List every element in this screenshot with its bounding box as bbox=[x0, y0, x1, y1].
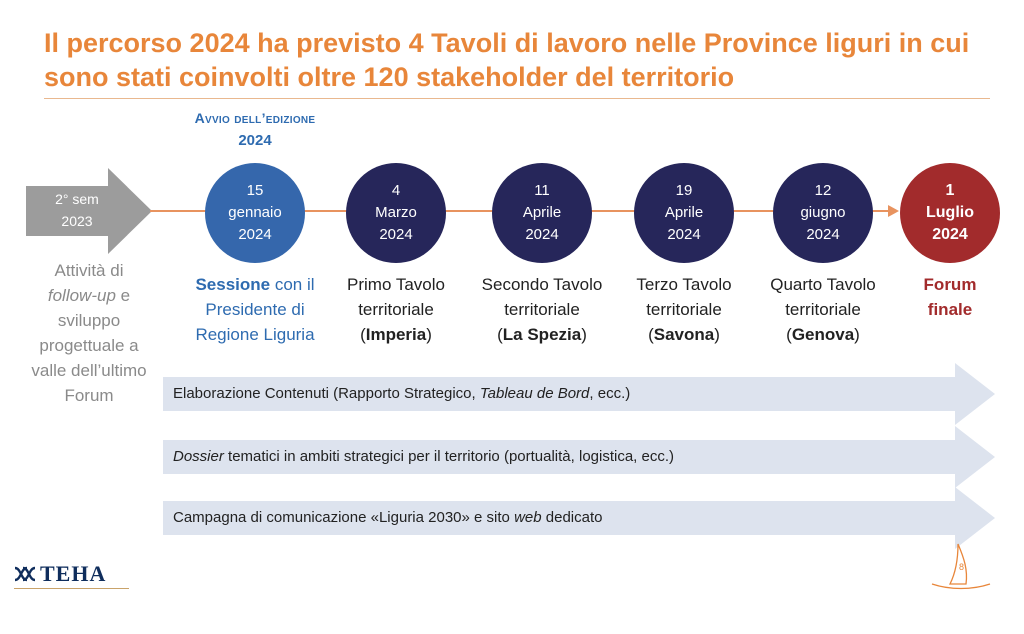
event-label-text: Secondo Tavolo bbox=[481, 275, 603, 294]
teha-logo-text: TEHA bbox=[40, 561, 107, 586]
event-date-circle bbox=[205, 163, 305, 263]
event-label-text: Regione Liguria bbox=[195, 325, 315, 344]
event-label: Quarto Tavolo territoriale (Genova) bbox=[748, 272, 898, 347]
event-month: giugno bbox=[800, 204, 846, 221]
page-title-line-1: Il percorso 2024 ha previsto 4 Tavoli di lavoro nelle Province liguri in cui bbox=[44, 28, 970, 58]
timeline-event-session bbox=[180, 163, 330, 347]
band-text-part: Campagna di comunicazione «Liguria 2030» e sito bbox=[173, 509, 515, 526]
previous-desc-line: sviluppo bbox=[57, 311, 121, 330]
event-day: 4 bbox=[391, 182, 401, 199]
previous-desc-italic: follow-up bbox=[47, 286, 116, 305]
workstream-band-campaign bbox=[163, 487, 995, 549]
event-label: Terzo Tavolo territoriale (Savona) bbox=[609, 272, 759, 347]
event-place: Savona bbox=[653, 325, 715, 344]
event-label bbox=[875, 272, 1024, 322]
band-text-part: tematici in ambiti strategici per il territorio (portualità, logistica, ecc.) bbox=[223, 448, 675, 465]
workstream-band-dossier bbox=[163, 426, 995, 488]
page-number: 8 bbox=[959, 562, 965, 572]
previous-semester-line-1: 2° sem bbox=[55, 191, 99, 207]
band-text bbox=[173, 487, 602, 549]
event-month: Aprile bbox=[664, 204, 704, 221]
workstream-band-contents bbox=[163, 363, 995, 425]
event-month: Marzo bbox=[375, 204, 417, 221]
event-year: 2024 bbox=[238, 226, 272, 243]
event-label-text: Quarto Tavolo bbox=[770, 275, 876, 294]
band-text-part: Elaborazione Contenuti (Rapporto Strategico, bbox=[173, 385, 480, 402]
event-label-text: Primo Tavolo bbox=[347, 275, 445, 294]
event-day: 15 bbox=[246, 182, 264, 199]
band-text-part: , ecc.) bbox=[589, 385, 631, 402]
event-label-bold: Sessione bbox=[195, 275, 271, 294]
band-text-part: dedicato bbox=[541, 509, 603, 526]
launch-label-year: 2024 bbox=[238, 132, 272, 149]
previous-desc-line: Attività di bbox=[54, 261, 124, 280]
event-label-text: con il bbox=[270, 275, 315, 294]
band-text-italic: Tableau de Bord bbox=[479, 385, 590, 402]
event-year: 2024 bbox=[806, 226, 840, 243]
event-year: 2024 bbox=[525, 226, 559, 243]
event-label: Primo Tavolo territoriale (Imperia) bbox=[321, 272, 471, 347]
event-label-text: Presidente di bbox=[205, 300, 305, 319]
previous-desc-line: e bbox=[120, 286, 131, 305]
previous-desc-line: Forum bbox=[64, 386, 114, 405]
teha-logo bbox=[12, 561, 106, 587]
launch-label-text: Avvio dell’edizione bbox=[194, 110, 316, 126]
event-label bbox=[180, 272, 330, 347]
event-place: Imperia bbox=[365, 325, 427, 344]
page-title-line-2: sono stati coinvolti oltre 120 stakeholder del territorio bbox=[44, 62, 735, 92]
band-text bbox=[173, 363, 630, 425]
page-title bbox=[44, 26, 994, 94]
event-day: 11 bbox=[534, 182, 550, 199]
event-label-text: finale bbox=[927, 300, 973, 319]
event-label-text: territoriale bbox=[646, 300, 722, 319]
launch-label bbox=[160, 110, 350, 149]
previous-activity-description bbox=[14, 258, 164, 408]
event-month: gennaio bbox=[228, 204, 282, 221]
event-day: 19 bbox=[675, 182, 693, 199]
previous-desc-line: progettuale a bbox=[39, 336, 139, 355]
event-year: 2024 bbox=[667, 226, 701, 243]
event-label-text: territoriale bbox=[785, 300, 861, 319]
event-place: Genova bbox=[791, 325, 855, 344]
event-month: Aprile bbox=[522, 204, 562, 221]
event-date-circle bbox=[773, 163, 873, 263]
event-label: Secondo Tavolo territoriale (La Spezia) bbox=[467, 272, 617, 347]
event-month: Luglio bbox=[926, 204, 974, 221]
band-text bbox=[173, 426, 674, 488]
timeline-event-la-spezia bbox=[467, 163, 617, 347]
previous-semester-label bbox=[28, 188, 126, 232]
timeline-event-imperia bbox=[321, 163, 471, 347]
timeline-event-savona bbox=[609, 163, 759, 347]
timeline-event-forum bbox=[875, 163, 1024, 322]
previous-semester-line-2: 2023 bbox=[61, 213, 93, 229]
event-year: 2024 bbox=[379, 226, 413, 243]
logo-underline bbox=[14, 588, 129, 589]
event-date-circle bbox=[492, 163, 592, 263]
event-year: 2024 bbox=[932, 226, 968, 243]
event-label-text: Terzo Tavolo bbox=[636, 275, 732, 294]
event-date-circle bbox=[900, 163, 1000, 263]
event-label-text: Forum bbox=[923, 275, 977, 294]
event-label-text: territoriale bbox=[358, 300, 434, 319]
event-label-text: territoriale bbox=[504, 300, 580, 319]
event-day: 12 bbox=[814, 182, 832, 199]
event-place: La Spezia bbox=[502, 325, 582, 344]
event-date-circle bbox=[634, 163, 734, 263]
title-divider bbox=[44, 98, 990, 99]
event-day: 1 bbox=[945, 182, 955, 199]
event-date-circle bbox=[346, 163, 446, 263]
band-text-italic: web bbox=[514, 509, 542, 526]
teha-logo-icon bbox=[12, 564, 38, 584]
previous-desc-line: valle dell’ultimo bbox=[31, 361, 147, 380]
band-text-italic: Dossier bbox=[173, 448, 224, 465]
